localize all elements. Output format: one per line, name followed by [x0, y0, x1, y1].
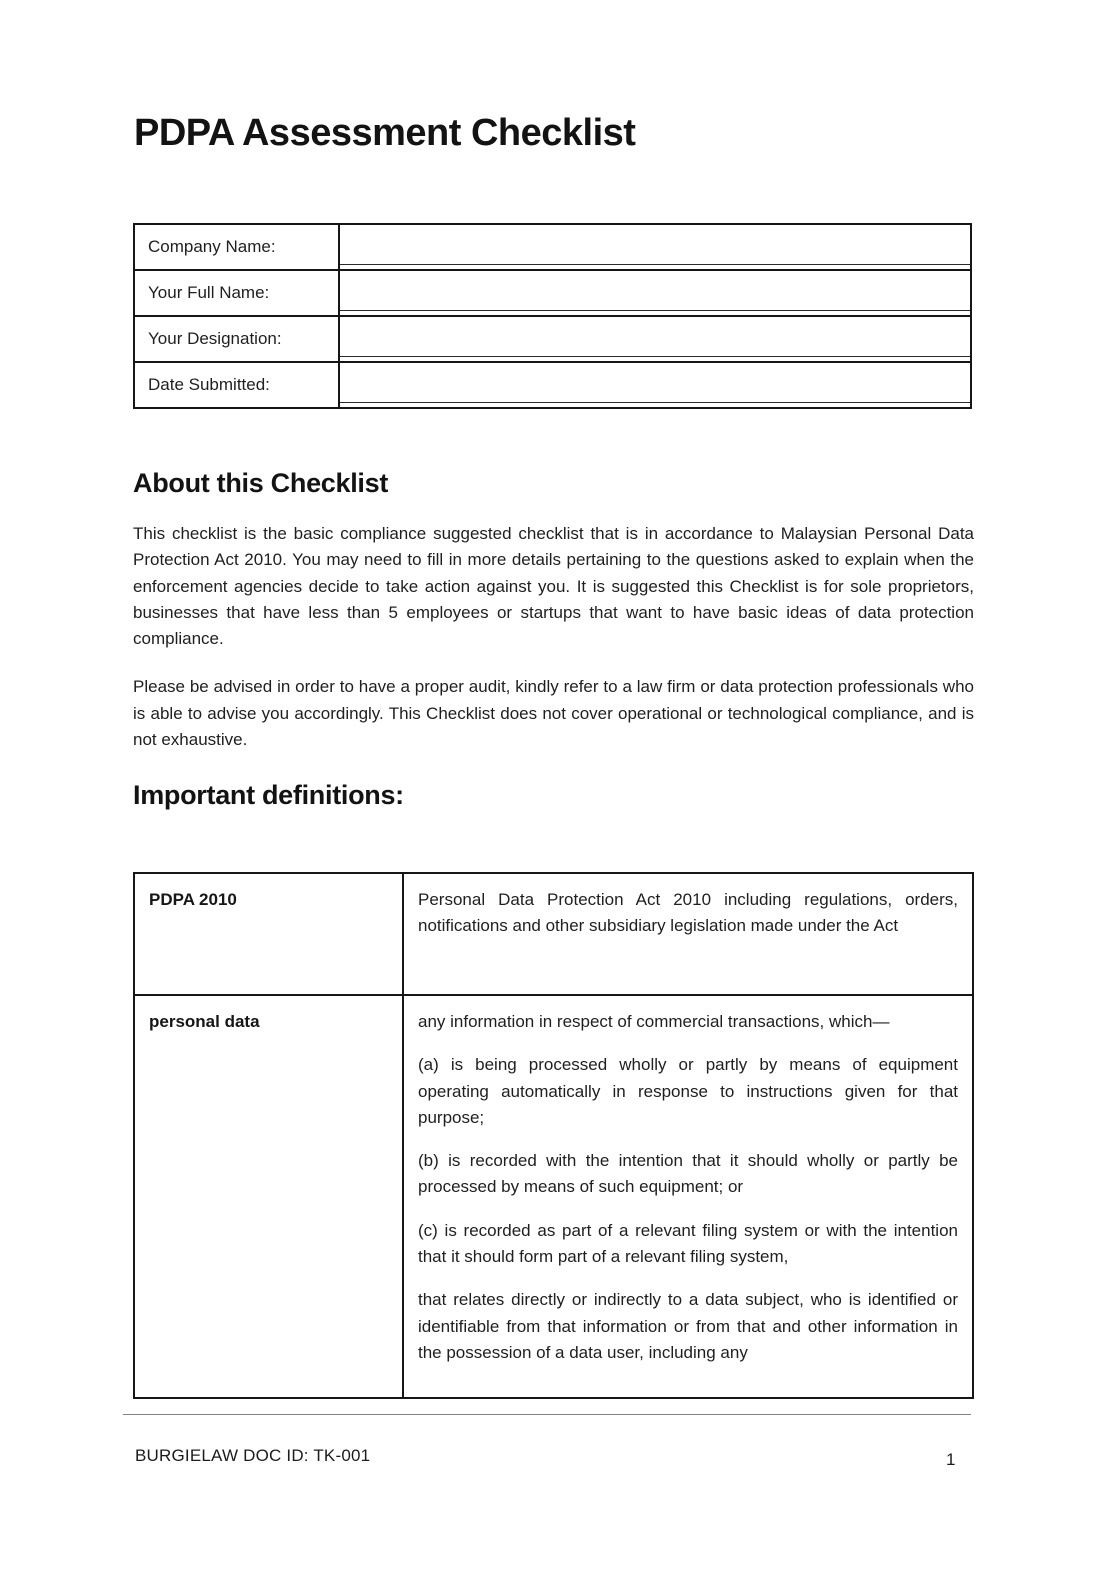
definition-paragraph: (b) is recorded with the intention that it should wholly or partly be processed by means of such equipment; or [418, 1151, 958, 1197]
table-row [134, 270, 971, 316]
table-row [134, 995, 973, 1398]
about-paragraph-1: This checklist is the basic compliance suggested checklist that is in accordance to Malaysian Personal Data Protection Act 2010. You may need to fill in more details pertaining to the questions asked to explain when the enforcement agencies decide to take action against you. It is suggested this Checklist is for sole proprietors, businesses that have less than 5 employees or startups that want to have basic ideas of data protection compliance. [133, 524, 974, 649]
definition-paragraph: Personal Data Protection Act 2010 including regulations, orders, notifications and other subsidiary legislation made under the Act [418, 890, 958, 936]
definition-paragraph: any information in respect of commercial transactions, which— [418, 1012, 890, 1031]
company-name-label: Company Name: [134, 224, 339, 270]
definition-paragraph: (a) is being processed wholly or partly by means of equipment operating automatically in response to instructions given for that purpose; [418, 1055, 958, 1127]
company-name-field [339, 224, 971, 270]
full-name-label: Your Full Name: [134, 270, 339, 316]
definition-text-personal-data [403, 995, 973, 1398]
definition-text-pdpa-2010 [403, 873, 973, 995]
definition-term-pdpa-2010: PDPA 2010 [134, 873, 403, 995]
about-section [133, 468, 974, 775]
company-info-table [133, 223, 972, 409]
fill-line [340, 310, 970, 311]
footer-doc-id: BURGIELAW DOC ID: TK-001 [135, 1446, 371, 1465]
designation-field [339, 316, 971, 362]
definition-paragraph: that relates directly or indirectly to a data subject, who is identified or identifiable from that information or from that and other information in the possession of a data user, including any [418, 1290, 958, 1362]
date-submitted-field [339, 362, 971, 408]
table-row [134, 362, 971, 408]
table-row [134, 224, 971, 270]
about-heading: About this Checklist [133, 468, 389, 498]
definition-paragraph: (c) is recorded as part of a relevant filing system or with the intention that it should form part of a relevant filing system, [418, 1220, 958, 1267]
fill-line [340, 402, 970, 403]
table-row [134, 873, 973, 995]
footer-page-number: 1 [946, 1450, 956, 1469]
table-row [134, 316, 971, 362]
designation-label: Your Designation: [134, 316, 339, 362]
footer-divider [123, 1414, 971, 1415]
date-submitted-label: Date Submitted: [134, 362, 339, 408]
fill-line [340, 264, 970, 265]
full-name-field [339, 270, 971, 316]
about-paragraph-2: Please be advised in order to have a proper audit, kindly refer to a law firm or data protection professionals who is able to advise you accordingly. This Checklist does not cover operational or technological compliance, and is not exhaustive. [133, 677, 974, 750]
definitions-heading: Important definitions: [133, 780, 404, 810]
definition-term-personal-data: personal data [134, 995, 403, 1398]
fill-line [340, 356, 970, 357]
definitions-table [133, 872, 974, 1399]
page-title: PDPA Assessment Checklist [134, 112, 636, 154]
